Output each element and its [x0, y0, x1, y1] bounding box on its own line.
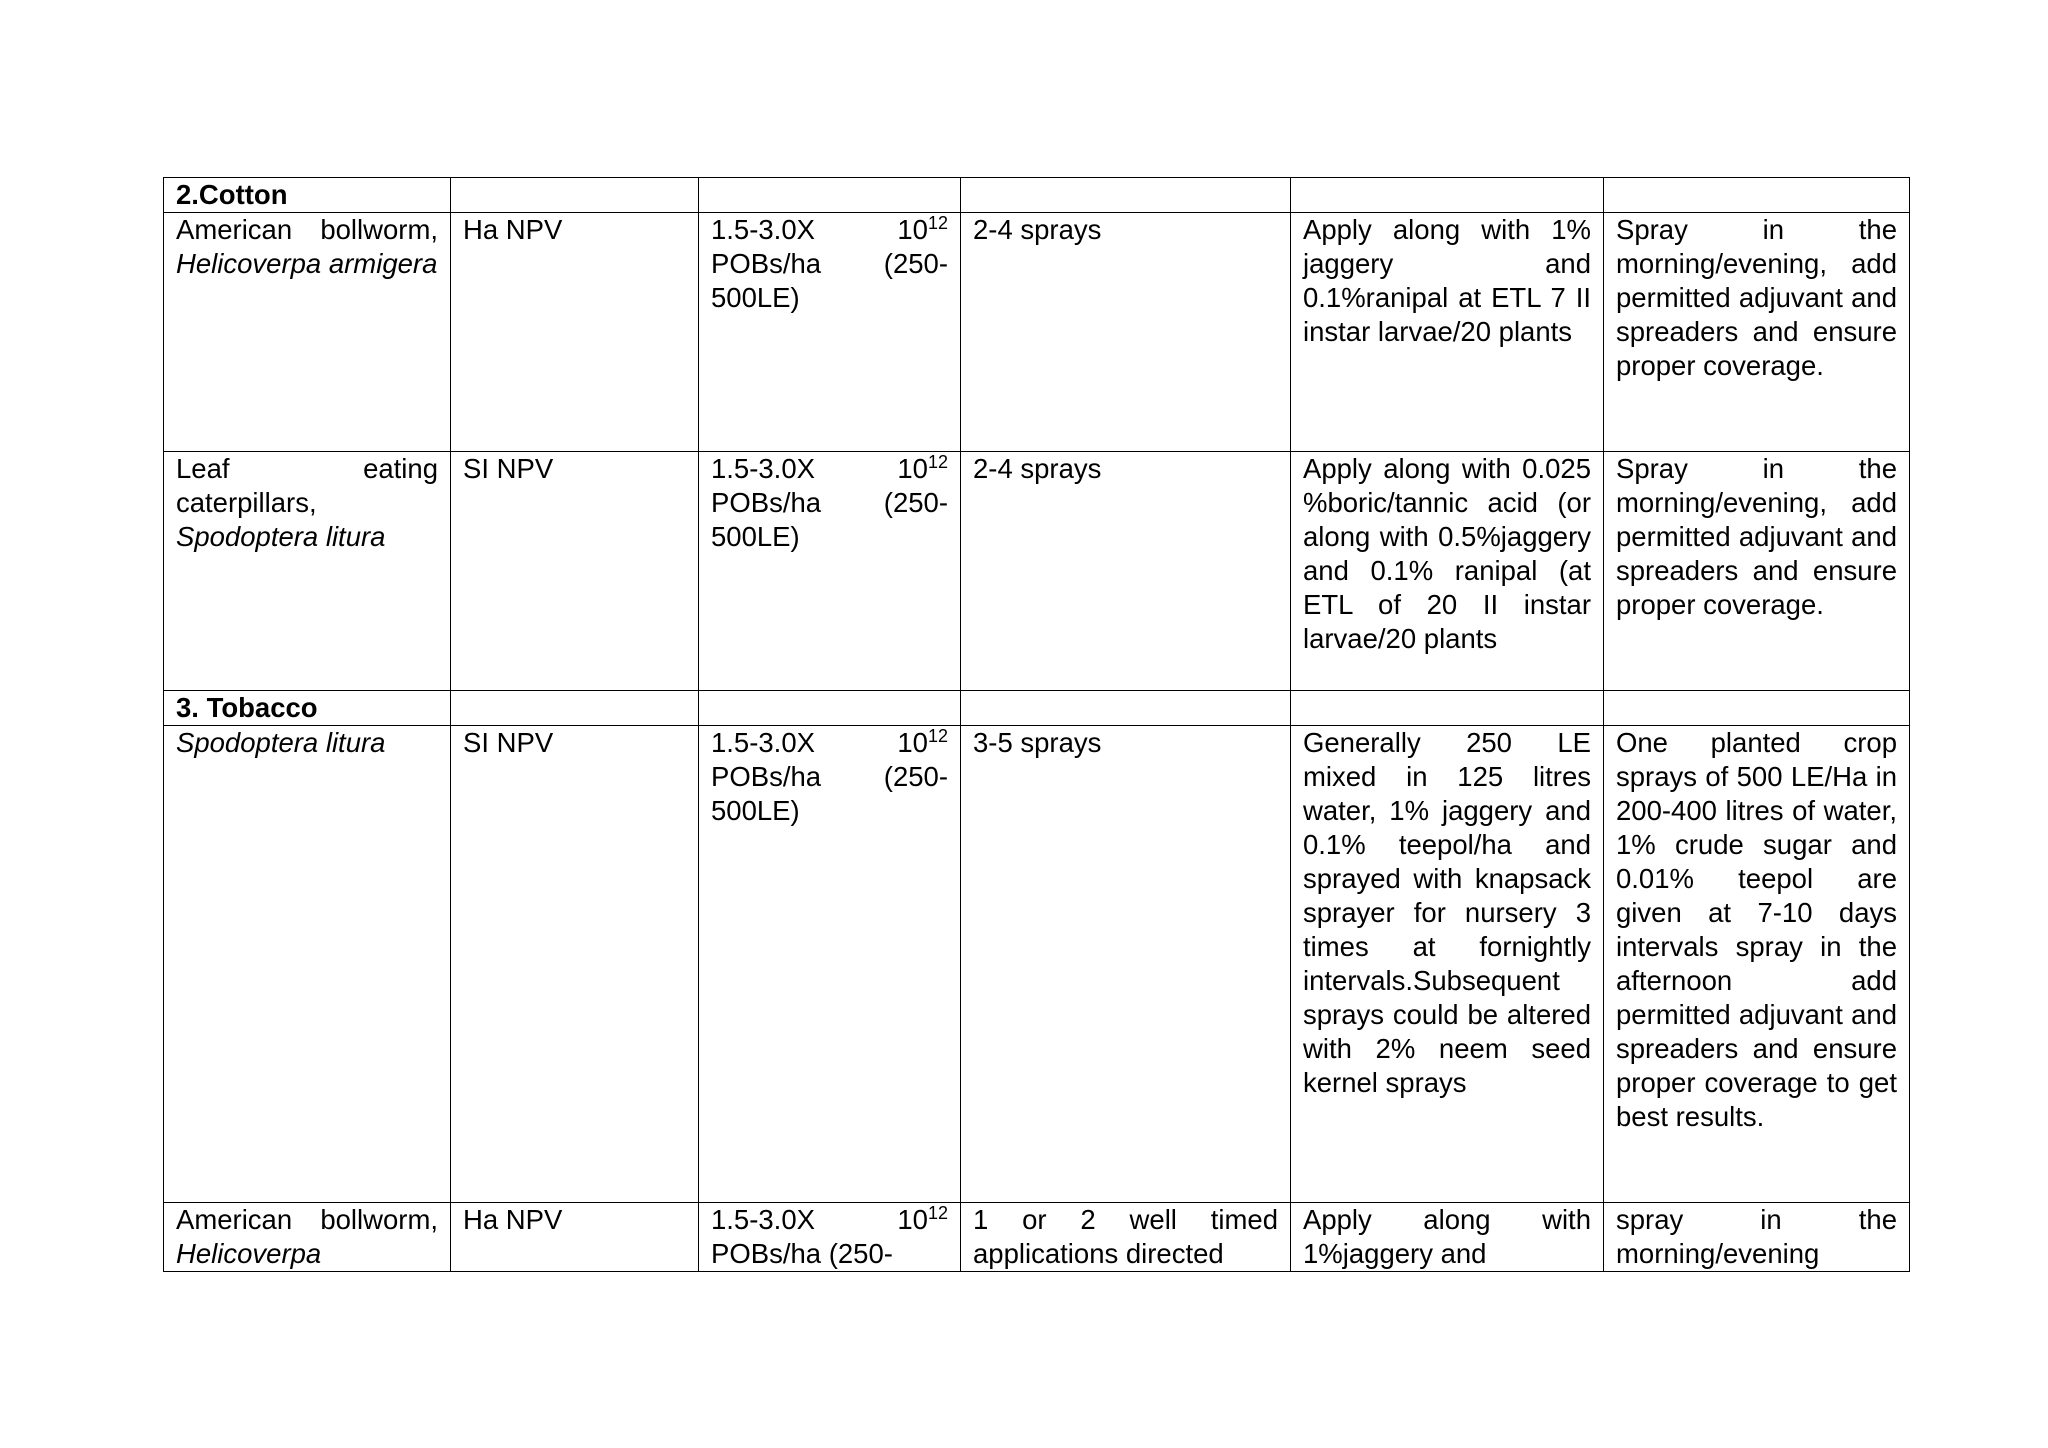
section-title: 2.Cotton	[164, 178, 451, 213]
remarks-cell: Spray in the morning/evening, add permitted adjuvant and spreaders and ensure proper coverage.	[1604, 452, 1910, 691]
method-cell: Apply along with 0.025 %boric/tannic acid (or along with 0.5%jaggery and 0.1% ranipal (at ETL of 20 II instar larvae/20 plants	[1291, 452, 1604, 691]
empty-cell	[1291, 691, 1604, 726]
remarks-cell	[1604, 1203, 1910, 1272]
empty-cell	[961, 178, 1291, 213]
remarks-cell: One planted crop sprays of 500 LE/Ha in 200-400 litres of water, 1% crude sugar and 0.01% teepol are given at 7-10 days intervals spray in the afternoon add permitted adjuvant and spreaders and ensure proper coverage to get best results.	[1604, 726, 1910, 1203]
pest-common-name: American bollworm,	[176, 1204, 438, 1235]
empty-cell	[451, 178, 699, 213]
agent-cell: Ha NPV	[451, 213, 699, 452]
dose-value: 1.5-3.0X 10	[711, 727, 928, 758]
empty-cell	[1604, 691, 1910, 726]
method-cell: Generally 250 LE mixed in 125 litres water, 1% jaggery and 0.1% teepol/ha and sprayed with knapsack sprayer for nursery 3 times at fornightly intervals.Subsequent sprays could be altered with 2% neem seed kernel sprays	[1291, 726, 1604, 1203]
dose-value: 1.5-3.0X 10	[711, 214, 928, 245]
empty-cell	[451, 691, 699, 726]
pest-scientific-name: Spodoptera litura	[176, 521, 386, 552]
dose-exponent: 12	[927, 1203, 948, 1223]
dose-value: 1.5-3.0X 10	[711, 1204, 928, 1235]
empty-cell	[1604, 178, 1910, 213]
frequency-cell	[961, 1203, 1291, 1272]
table-row	[164, 213, 1910, 452]
dose-unit: POBs/ha (250-500LE)	[711, 487, 948, 552]
dose-unit: POBs/ha (250-500LE)	[711, 761, 948, 826]
empty-cell	[699, 178, 961, 213]
dose-exponent: 12	[927, 212, 948, 233]
frequency-cell: 3-5 sprays	[961, 726, 1291, 1203]
pest-scientific-name: Helicoverpa armigera	[176, 248, 438, 279]
table-row	[164, 1203, 1910, 1272]
empty-cell	[699, 691, 961, 726]
dose-exponent: 12	[927, 451, 948, 472]
pest-common-name: Leaf eating caterpillars,	[176, 453, 438, 518]
method-text: Apply along with 1%jaggery and	[1303, 1204, 1591, 1269]
pest-cell	[164, 213, 451, 452]
table-row	[164, 452, 1910, 691]
frequency-text: 1 or 2 well timed applications directed	[973, 1204, 1278, 1269]
remarks-cell: Spray in the morning/evening, add permitted adjuvant and spreaders and ensure proper coverage.	[1604, 213, 1910, 452]
dose-exponent: 12	[927, 725, 948, 746]
pest-scientific-name: Spodoptera litura	[176, 727, 386, 758]
frequency-cell: 2-4 sprays	[961, 213, 1291, 452]
dose-cell	[699, 1203, 961, 1272]
section-row-cotton	[164, 178, 1910, 213]
dose-unit: POBs/ha (250-500LE)	[711, 248, 948, 313]
dose-value: 1.5-3.0X 10	[711, 453, 928, 484]
pest-cell	[164, 726, 451, 1203]
section-row-tobacco	[164, 691, 1910, 726]
empty-cell	[1291, 178, 1604, 213]
agent-text: Ha NPV	[463, 1204, 563, 1235]
remarks-text: spray in the morning/evening	[1616, 1204, 1897, 1269]
section-title: 3. Tobacco	[164, 691, 451, 726]
empty-cell	[961, 691, 1291, 726]
pest-cell	[164, 1203, 451, 1272]
dose-cell	[699, 726, 961, 1203]
method-cell	[1291, 1203, 1604, 1272]
method-cell: Apply along with 1% jaggery and 0.1%ranipal at ETL 7 II instar larvae/20 plants	[1291, 213, 1604, 452]
dose-unit: POBs/ha (250-	[711, 1238, 893, 1269]
pest-scientific-name: Helicoverpa	[176, 1238, 322, 1269]
agent-cell: SI NPV	[451, 726, 699, 1203]
pest-common-name: American bollworm,	[176, 214, 438, 245]
agent-cell: SI NPV	[451, 452, 699, 691]
table-row	[164, 726, 1910, 1203]
dose-cell	[699, 213, 961, 452]
pest-cell	[164, 452, 451, 691]
agent-cell	[451, 1203, 699, 1272]
frequency-cell: 2-4 sprays	[961, 452, 1291, 691]
dose-cell	[699, 452, 961, 691]
biocontrol-table	[163, 177, 1910, 1272]
